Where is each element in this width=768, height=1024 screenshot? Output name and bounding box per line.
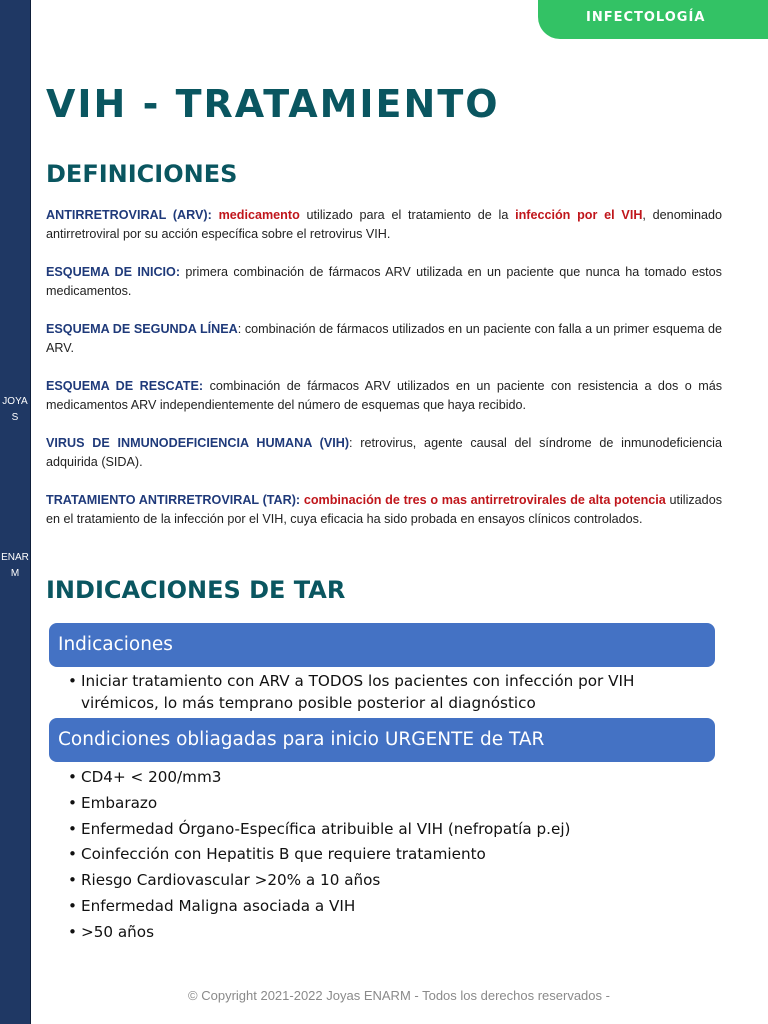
definition-term: VIRUS DE INMUNODEFICIENCIA HUMANA (VIH) <box>46 436 350 450</box>
definition-term: ESQUEMA DE SEGUNDA LÍNEA <box>46 322 238 336</box>
definition-text: combinación de fármacos ARV utilizados en un paciente con resistencia a dos o más medicamentos ARV independientemente del número de esquemas que haya recibido. <box>46 379 722 412</box>
definition-highlight: infección por el VIH <box>515 208 643 222</box>
indications-list <box>68 670 668 714</box>
copyright-footer: © Copyright 2021-2022 Joyas ENARM - Todos los derechos reservados - <box>188 988 610 1003</box>
list-item: • Enfermedad Órgano-Específica atribuible al VIH (nefropatía p.ej) <box>68 817 708 843</box>
sidebar-brand-enarm: ENARM <box>1 552 29 579</box>
definition-highlight: combinación de tres o mas antirretrovirales de alta potencia <box>303 493 666 507</box>
definition-rescate <box>46 377 722 414</box>
definition-segunda-linea <box>46 320 722 357</box>
definition-highlight: medicamento <box>218 208 300 222</box>
section-tag <box>538 0 768 39</box>
page-title: VIH - TRATAMIENTO <box>46 82 500 126</box>
definition-tar <box>46 491 722 528</box>
side-bar <box>0 0 31 1024</box>
definitions-list <box>46 206 722 548</box>
definition-vih <box>46 434 722 471</box>
definition-arv <box>46 206 722 243</box>
definition-term: TRATAMIENTO ANTIRRETROVIRAL (TAR): <box>46 493 301 507</box>
urgent-conditions-list <box>68 765 708 946</box>
urgent-conditions-box-title: Condiciones obliagadas para inicio URGENTE de TAR <box>49 718 715 762</box>
indications-heading: INDICACIONES DE TAR <box>46 576 346 604</box>
list-item: • Riesgo Cardiovascular >20% a 10 años <box>68 868 708 894</box>
list-item: • CD4+ < 200/mm3 <box>68 765 708 791</box>
definition-text: , denominado antirretroviral por su acción específica sobre el retrovirus VIH. <box>46 208 722 241</box>
definition-text: utilizado para el tratamiento de la <box>299 208 516 222</box>
indications-box-title: Indicaciones <box>49 623 715 667</box>
definition-text: : combinación de fármacos utilizados en un paciente con falla a un primer esquema de ARV. <box>46 322 722 355</box>
definition-text: : retrovirus, agente causal del síndrome de inmunodeficiencia adquirida (SIDA). <box>46 436 722 469</box>
definition-term: ESQUEMA DE RESCATE: <box>46 379 204 393</box>
list-item: • Enfermedad Maligna asociada a VIH <box>68 894 708 920</box>
definitions-heading: DEFINICIONES <box>46 160 238 188</box>
section-tag-label: INFECTOLOGÍA <box>586 10 706 25</box>
definition-term: ESQUEMA DE INICIO: <box>46 265 181 279</box>
list-item: • >50 años <box>68 920 708 946</box>
definition-text: primera combinación de fármacos ARV utilizada en un paciente que nunca ha tomado estos medicamentos. <box>46 265 722 298</box>
definition-text: utilizados en el tratamiento de la infección por el VIH, cuya eficacia ha sido probada en ensayos clínicos controlados. <box>46 493 722 526</box>
definition-term: ANTIRRETROVIRAL (ARV): <box>46 208 212 222</box>
list-item: • Embarazo <box>68 791 708 817</box>
definition-esquema-inicio <box>46 263 722 300</box>
sidebar-brand-joyas: JOYAS <box>2 396 28 423</box>
list-item: • Iniciar tratamiento con ARV a TODOS los pacientes con infección por VIH virémicos, lo más temprano posible posterior al diagnóstico <box>68 670 668 714</box>
list-item: • Coinfección con Hepatitis B que requiere tratamiento <box>68 842 708 868</box>
